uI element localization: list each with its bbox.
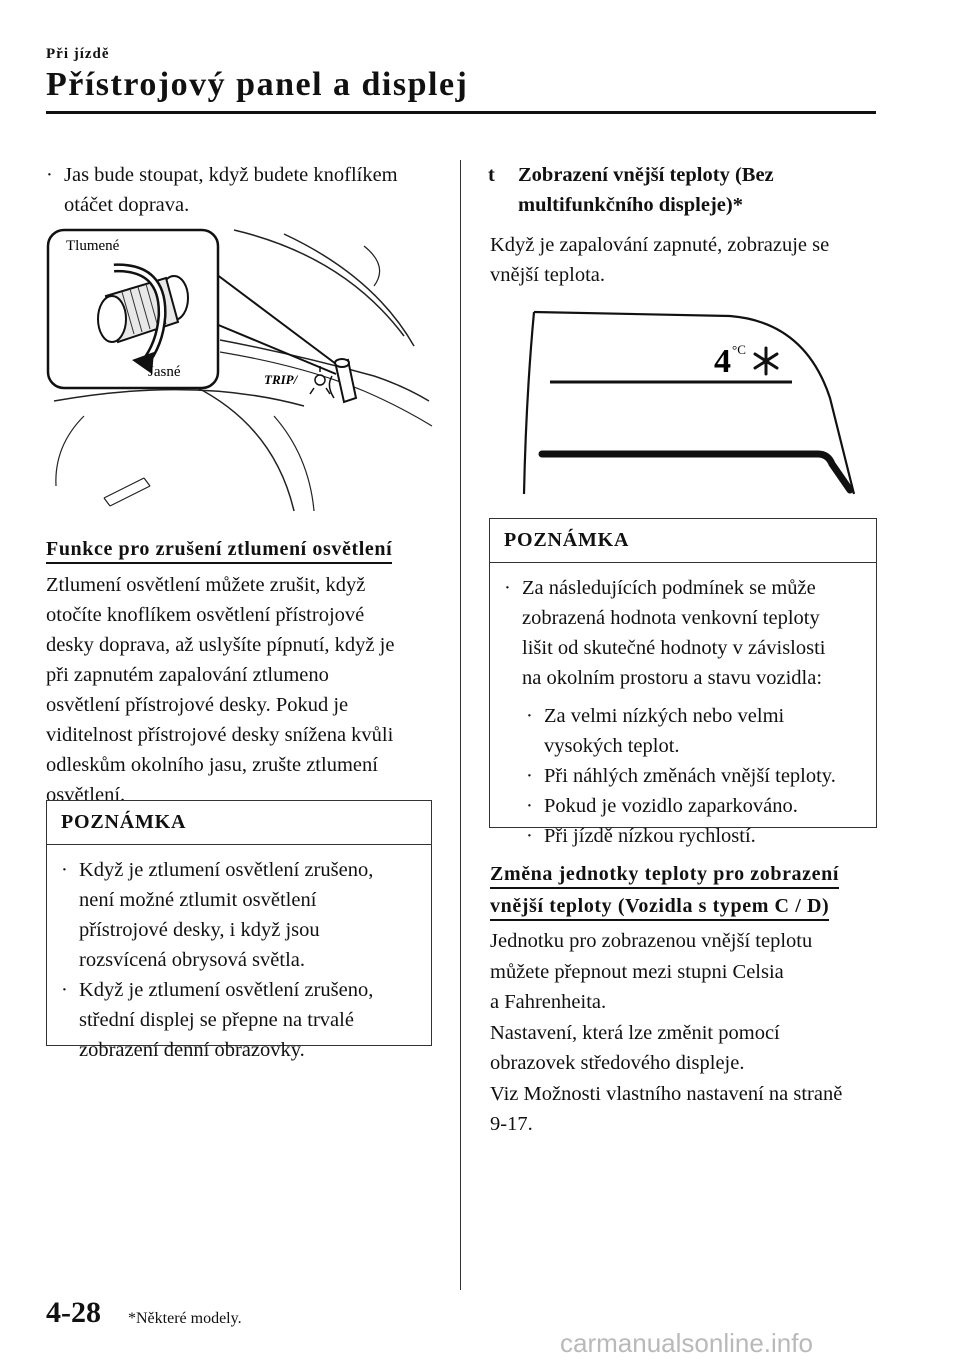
para-line: a Fahrenheita. — [490, 991, 607, 1013]
intro-line: Když je zapalování zapnuté, zobrazuje se — [490, 234, 830, 256]
column-divider — [460, 160, 461, 1290]
note-line: Za následujících podmínek se může — [522, 577, 816, 599]
sub-note-line: Při náhlých změnách vnější teploty. — [544, 765, 836, 787]
footnote: *Některé modely. — [128, 1310, 242, 1327]
dimmer-cancel-paragraph — [46, 570, 446, 810]
note-line: přístrojové desky, i když jsou — [79, 919, 320, 941]
para-line: Viz Možnosti vlastního nastavení na straně — [490, 1082, 843, 1105]
note-line: na okolním prostoru a stavu vozidla: — [522, 667, 823, 689]
temperature-display-figure — [510, 308, 866, 502]
sub-note-line: vysokých teplot. — [544, 735, 680, 757]
bullet-dot: · — [504, 577, 511, 599]
note-line: lišit od skutečné hodnoty v závislosti — [522, 637, 826, 659]
note-box-left — [46, 800, 432, 1061]
para-line: osvětlení. — [46, 784, 126, 806]
section-marker: t — [488, 164, 495, 186]
para-line: odleskům okolního jasu, zrušte ztlumení — [46, 754, 378, 776]
para-line: Jednotku pro zobrazenou vnější teplotu — [490, 930, 813, 952]
note-line: střední displej se přepne na trvalé — [79, 1009, 354, 1031]
para-line: obrazovek středového displeje. — [490, 1052, 745, 1074]
sub-note-line: Za velmi nízkých nebo velmi — [544, 705, 785, 727]
note-heading: POZNÁMKA — [490, 519, 876, 563]
sub-note-line: Pokud je vozidlo zaparkováno. — [544, 795, 798, 817]
bullet-dot: · — [526, 705, 533, 727]
outside-temp-heading — [488, 160, 868, 220]
note-line: zobrazená hodnota venkovní teploty — [522, 607, 820, 629]
para-line: 9-17. — [490, 1113, 533, 1135]
bullet-dot: · — [526, 765, 533, 787]
para-line: můžete přepnout mezi stupni Celsia — [490, 960, 784, 983]
bullet-line-1: Jas bude stoupat, když budete knoflíkem — [64, 164, 398, 186]
para-line: osvětlení přístrojové desky. Pokud je — [46, 694, 349, 716]
para-line: desky doprava, až uslyšíte pípnutí, když je — [46, 634, 395, 656]
bullet-dot: · — [526, 825, 533, 847]
bullet-dot: · — [526, 795, 533, 817]
subhead-line: vnější teploty (Vozidla s typem C / D) — [490, 895, 829, 921]
bullet-line-2: otáčet doprava. — [64, 194, 190, 216]
note-box-right — [489, 518, 877, 847]
note-line: Když je ztlumení osvětlení zrušeno, — [79, 859, 374, 881]
unit-change-subhead — [490, 858, 870, 922]
para-line: Nastavení, která lze změnit pomocí — [490, 1021, 780, 1044]
bullet-dot: · — [46, 164, 53, 186]
dimmer-bullet — [46, 160, 446, 220]
page-number: 4-28 — [46, 1296, 101, 1329]
note-line: zobrazení denní obrazovky. — [79, 1039, 305, 1061]
note-line: Když je ztlumení osvětlení zrušeno, — [79, 979, 374, 1001]
para-line: otočíte knoflíkem osvětlení přístrojové — [46, 604, 365, 626]
label-bright: Jasné — [148, 364, 181, 380]
unit-change-paragraph — [490, 926, 880, 1140]
sub-note-line: Při jízdě nízkou rychlostí. — [544, 825, 756, 847]
temp-unit: °C — [732, 342, 746, 357]
title-rule — [46, 111, 876, 114]
note-line: není možné ztlumit osvětlení — [79, 889, 317, 911]
label-dimmed: Tlumené — [66, 238, 120, 254]
note-line: rozsvícená obrysová světla. — [79, 949, 305, 971]
para-line: viditelnost přístrojové desky snížena kvůli — [46, 724, 394, 746]
temp-value: 4 — [714, 343, 731, 380]
watermark: carmanualsonline.info — [560, 1328, 813, 1358]
page-title: Přístrojový panel a displej — [46, 66, 469, 103]
heading-line: multifunkčního displeje)* — [518, 194, 743, 216]
dimmer-cancel-subhead — [46, 534, 392, 564]
subhead-text: Funkce pro zrušení ztlumení osvětlení — [46, 538, 392, 564]
intro-line: vnější teplota. — [490, 264, 606, 286]
outside-temp-intro — [490, 230, 870, 290]
section-label: Při jízdě — [46, 46, 110, 62]
snowflake-icon — [755, 348, 777, 374]
dimmer-knob-figure — [44, 226, 434, 516]
trip-label: TRIP/ — [264, 372, 298, 387]
subhead-line: Změna jednotky teploty pro zobrazení — [490, 863, 839, 889]
note-heading: POZNÁMKA — [47, 801, 431, 845]
bullet-dot: · — [61, 979, 68, 1001]
heading-line: Zobrazení vnější teploty (Bez — [518, 164, 774, 186]
para-line: Ztlumení osvětlení můžete zrušit, když — [46, 574, 366, 596]
bullet-dot: · — [61, 859, 68, 881]
para-line: při zapnutém zapalování ztlumeno — [46, 664, 329, 686]
